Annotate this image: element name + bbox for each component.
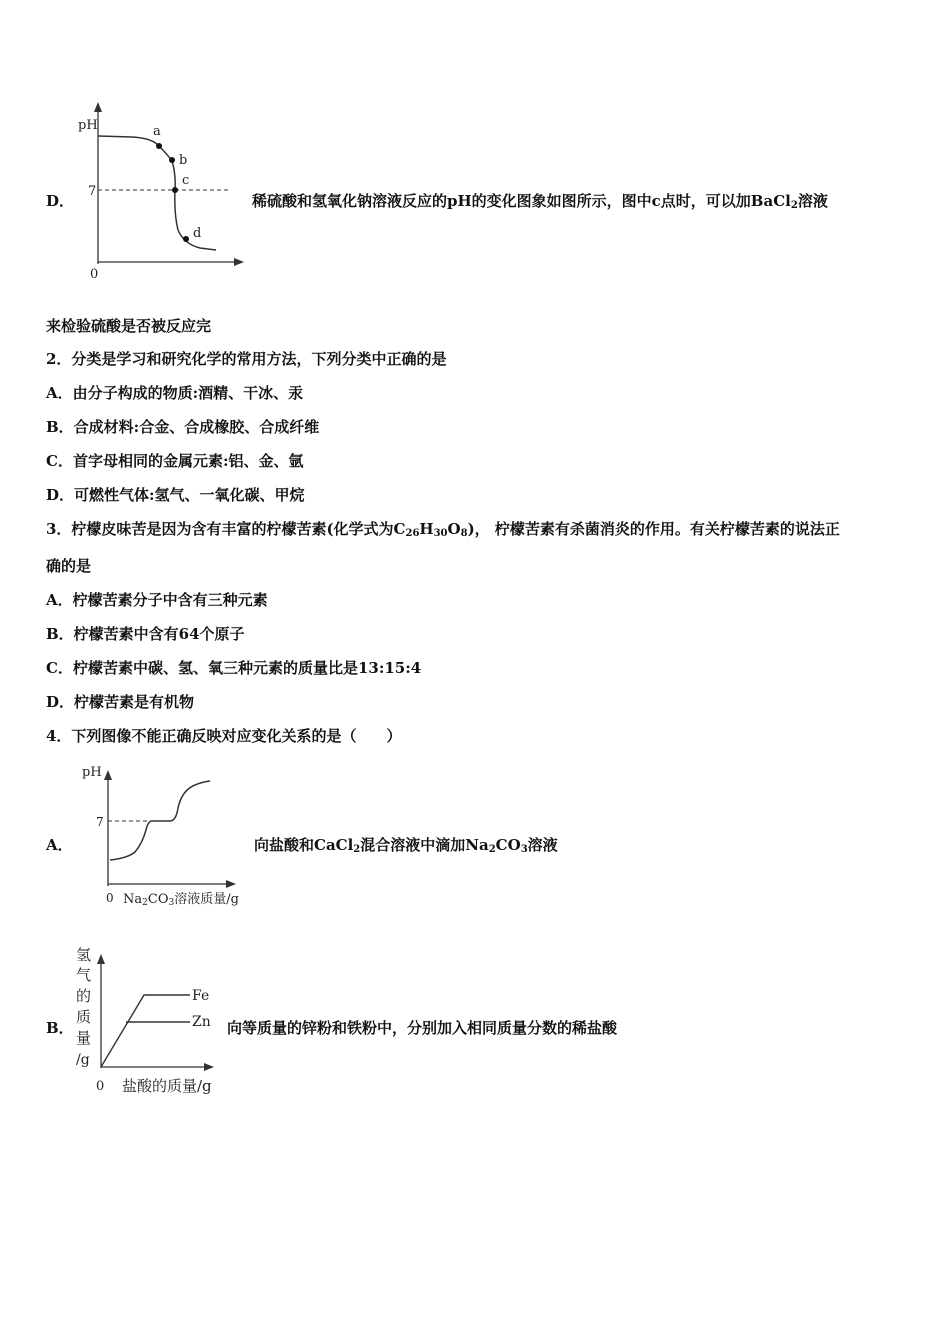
x-axis-label: 盐酸的质量/g <box>122 1077 212 1095</box>
y-axis-label-char-6: /g <box>76 1052 90 1068</box>
x-axis-arrow <box>204 1063 214 1071</box>
point-b-label: b <box>179 153 188 168</box>
option-d-label: D． <box>46 192 75 210</box>
q2-option-a: A．由分子构成的物质:酒精、干冰、汞 <box>46 384 304 402</box>
y-axis-arrow <box>104 770 112 780</box>
fe-series-line <box>101 995 190 1067</box>
q4-option-b-label: B． <box>46 1019 74 1037</box>
point-c-label: c <box>182 173 190 188</box>
q2-stem: 2．分类是学习和研究化学的常用方法，下列分类中正确的是 <box>46 350 447 368</box>
point-a-label: a <box>153 124 161 139</box>
point-d-label: d <box>193 226 202 241</box>
y-axis-label-char-2: 气 <box>76 966 92 984</box>
q3-option-a: A．柠檬苦素分子中含有三种元素 <box>46 591 268 609</box>
q2-option-b: B．合成材料:合金、合成橡胶、合成纤维 <box>46 418 320 436</box>
q4-stem: 4．下列图像不能正确反映对应变化关系的是（ ） <box>46 727 402 745</box>
x-axis-label: Na2CO3溶液质量/g <box>123 892 239 908</box>
q4-option-a-label: A． <box>46 836 73 854</box>
point-d <box>183 236 189 242</box>
hydrogen-mass-graph <box>72 940 242 1100</box>
y-axis-label-char-1: 氢 <box>76 946 92 964</box>
y-axis-arrow <box>97 954 105 964</box>
q2-option-c: C．首字母相同的金属元素:铝、金、氩 <box>46 452 304 470</box>
point-c <box>172 187 178 193</box>
q3-option-d: D．柠檬苦素是有机物 <box>46 693 195 711</box>
y-axis-label: pH <box>78 118 98 133</box>
q3-stem-cont: 确的是 <box>46 557 92 575</box>
zn-series-label: Zn <box>192 1014 211 1030</box>
q2-option-d: D．可燃性气体:氢气、一氧化碳、甲烷 <box>46 486 305 504</box>
y-axis-arrow <box>94 102 102 112</box>
q3-option-c: C．柠檬苦素中碳、氢、氧三种元素的质量比是13:15:4 <box>46 659 422 677</box>
ph-na2co3-graph <box>80 760 270 910</box>
x-axis-arrow <box>234 258 244 266</box>
origin-label: 0 <box>90 267 99 282</box>
option-d-description-cont: 来检验硫酸是否被反应完 <box>46 317 212 335</box>
y-axis-label-char-3: 的 <box>76 987 92 1005</box>
y-axis-label: pH <box>82 765 102 780</box>
q4-option-b-description: 向等质量的锌粉和铁粉中，分别加入相同质量分数的稀盐酸 <box>227 1019 618 1037</box>
point-a <box>156 143 162 149</box>
x-axis-arrow <box>226 880 236 888</box>
option-d-description: 稀硫酸和氢氧化钠溶液反应的pH的变化图象如图所示，图中c点时，可以加BaCl$_2$溶液 <box>252 192 828 211</box>
tick-7-label: 7 <box>88 184 97 199</box>
y-axis-label-char-5: 量 <box>76 1029 92 1047</box>
origin-label: 0 <box>96 1079 105 1094</box>
tick-7-label: 7 <box>96 815 104 829</box>
fe-series-label: Fe <box>192 988 210 1004</box>
ph-titration-graph <box>72 96 252 286</box>
q3-stem: 3．柠檬皮味苦是因为含有丰富的柠檬苦素(化学式为$C_{26}H_{30}O_8$)， 柠檬苦素有杀菌消炎的作用。有关柠檬苦素的说法正 <box>46 520 840 539</box>
q3-option-b: B．柠檬苦素中含有64个原子 <box>46 625 245 643</box>
q4-option-a-description: 向盐酸和CaCl$_2$混合溶液中滴加$Na_2CO_3$溶液 <box>254 836 558 855</box>
y-axis-label-char-4: 质 <box>76 1008 92 1026</box>
origin-label: 0 <box>106 891 114 905</box>
point-b <box>169 157 175 163</box>
